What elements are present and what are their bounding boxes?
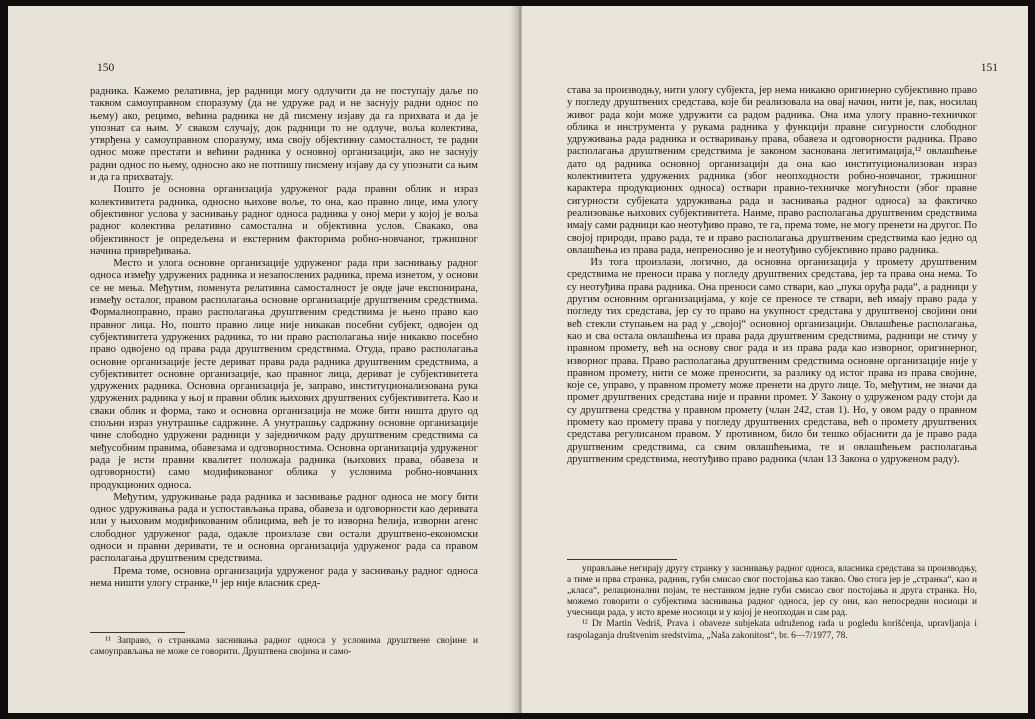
right-page — [522, 6, 1028, 713]
page-body — [567, 85, 977, 466]
paragraph: Пошто је основна организација удруженог рада правни облик и израз колективитета радника, односно њихове воље, то она, као правно лице, има улогу објективног услова у заснивању радног односа радника у оној мери у којој је воља радног колектива релативно самостална и објективна услов. Свакако, ова објективност је опредељена и екстерним факторима робно-новчаног, тржишног начина привређивања. — [90, 184, 478, 257]
footnotes — [90, 636, 478, 658]
footnote-divider — [567, 559, 677, 560]
footnote: управљање негирају другу странку у заснивању радног односа, власника средстава за производњу, а тиме и прва странка, радник, губи смисао свог постојања као такво. Ово стога јер је „странка“, као и „класа“, релационални појам, те нестанком једне губи смисао свог постојања и друга странка. Но, можемо говорити о субјектима заснивања радног односа, јер су они, као непосредни носиоци и учесници рада, у исто време носиоци и у којој је неопходан и сам рад. — [567, 564, 977, 619]
footnote: ¹¹ Заправо, о странкама заснивања радног односа у условима друштвене својине и самоуправљања не може се говорити. Друштвена својина и само- — [90, 636, 478, 658]
paragraph: Према томе, основна организација удруженог рада у заснивању радног односа нема ништи улогу странке,¹¹ јер није власник сред- — [90, 565, 478, 589]
paragraph: Из тога произлази, логично, да основна организација у промету друштвеним средствима не преноси права у погледу друштвених средстава, јер та права она нема. То су неотуђива права радника. Она преноси само ствари, као „пука оруђа рада“, а радници у другим основним организацијама, у које се преносе те ствари, већ имају право рада у погледу тих средстава, јер су то право на укупност средстава у друштвеној својини они већ стекли ступањем на рад у „својој“ основној организацији. Овлашћење располагања, као и сва остала овлашћења из права рада друштвеним средствима, радници не стичу у правном промету, већ на основу свог рада и из права рада као изворног, оригинерног, изворног права. Право располагања друштвеним средствима основне организације није у правном промету, нити се може преносити, за разлику од истог права из права својине, које се, управо, у правном промету може пренети на друго лице. То, међутим, не значи да промет друштвених средстава није и правни промет. У Закону о удруженом раду стоји да су друштвена средства у правном промету (члан 242, став 1). Но, у овом раду о правном промету као промету права у погледу друштвених средстава, већ о промету друштвених средстава регулисаном правом. У противном, било би тешко објаснити да је право рада друштвеним средствима, са свим овлашћењима, те и овлашћењем располагања друштвеним средствима, неотуђиво право радника (члан 13 Закона о удруженом раду). — [567, 257, 977, 465]
paragraph: Место и улога основне организације удруженог рада при заснивању радног односа између удружених радника и незапослених радника, према изнетом, у основи се не мења. Међутим, поменута релативна самосталност је овде јаче експонирана, између осталог, правом располагања основне организације друштвеним средствима. Формалноправно, право располагања друштвеним средствима је њено право као правног лица. Но, пошто правно лице није никакав посебни субјект, одвојен од субјективитета удружених радника, то ни право располагања није никакво посебно право одвојено од права рада друштвеним средствима. Отуда, право располагања основне организације јесте дериват права рада радника друштвеним средствима, а субјективитет основне организације, као правног лица, дериват је субјективитета удружених радника. Основна организација је, заправо, институционализована рука удружених радника у њој и правни облик њихових друштвених субјективитета. Као и сваки облик и форма, тако и основна организација не може бити ништа друго од спољни израз унутрашње садржине. А унутрашњу садржину основне организације чине слободно удружени радници у заједничком раду друштвеним средствима са међусобним правима, обавезама и одговорностима. Основна организација удруженог рада је исти правни квалитет положаја радника (њихових права, обавеза и одговорности) само модификованог облика у условима робно-новчаних продукционих односа. — [90, 258, 478, 491]
paragraph: Међутим, удруживање рада радника и заснивање радног односа не могу бити однос удруживања рада и успостављања права, обавеза и одговорности као деривата или у њиховим модификованим облицима, већ је то изворна ћелија, изворни агенс слободног удруженог рада, одакле произлазе сви остали друштвено-економски односи и правни деривати, те и основна организација удруженог рада са правом располагања друштвеним средствима. — [90, 491, 478, 565]
page-number: 151 — [980, 62, 998, 74]
page-number: 150 — [97, 62, 115, 74]
paragraph: радника. Кажемо релативна, јер радници могу одлучити да не поступају даље по таквом самоуправном споразуму (да не удруже рад и не заснују радни однос по њему) ако, рецимо, већина радника не дâ писмену изјаву да га прихвата и да је упознат са њим. У сваком случају, док радници то не одлуче, воља колектива, утврђена у самоуправном споразуму, има своју објективну самосталност, те радни однос може престати и већини радника у основној организацији, ако не заснују радни однос по њему, односно ако не потпишу писмену изјаву да су упознати са њим и да га прихватају. — [90, 86, 478, 184]
footnotes — [567, 564, 977, 642]
footnote-divider — [90, 632, 185, 633]
footnote: ¹² Dr Martin Vedriš, Prava i obaveze subjekata udruženog rada u pogledu korišćenja, upravljanja i raspolaganja društvenim sredstvima, „Naša zakonitost“, br. 6—7/1977, 78. — [567, 619, 977, 641]
left-page — [8, 6, 518, 713]
paragraph: става за производњу, нити улогу субјекта, јер нема никакво оригинерно субјективно право у погледу друштвених средстава, које би реализовала на овај начин, нити је, пак, носилац живог рада који може удружити са радом радника. Она има улогу правно-техничког облика и инструмента у рукама радника у функцији правне сигурности слободног удруживања рада радника и остваривању права, обавеза и одговорности радника. Право располагања друштвеним средствима је законом заснована легитимација,¹² овлашћење дато од радника основној организацији да она као институционализован израз колективитета удружених радника (због неопходности робно-новчаног, тржишног карактера продукционих односа) оствари правно-техничке могућности (због правне сигурности субјеката удруживања рада и заснивања радног односа) за фактичко реализовање њихових субјективитета. Наиме, право располагања друштвеним средствима имају сами радници као неотуђиво право, те га, према томе, не могу пренети на другог. По својој природи, право рада, те и право располагања друштвеним средствима као једно од овлашћења из права рада, непреносиво је и неотуђиво субјективно право радника. — [567, 85, 977, 256]
page-body — [90, 86, 478, 590]
